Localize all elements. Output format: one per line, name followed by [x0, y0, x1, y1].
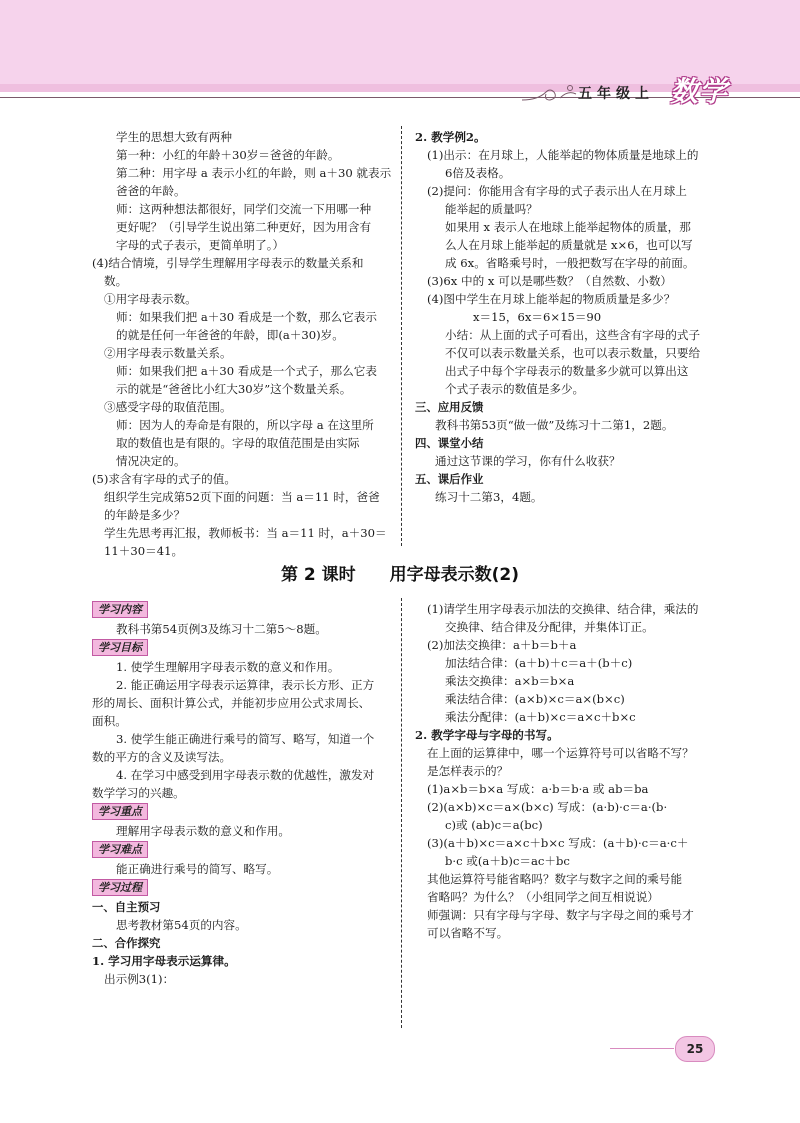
text-line: 取的数值也是有限的。字母的取值范围是由实际: [116, 436, 360, 450]
section-heading: 四、课堂小结: [415, 436, 484, 450]
section-tag-label: 学习重点: [92, 803, 148, 820]
section-tag-label: 学习过程: [92, 879, 148, 896]
text-line: 师：如果我们把 a＋30 看成是一个数，那么它表示: [116, 310, 377, 324]
text-line: 个式子表示的数值是多少。: [445, 382, 585, 396]
text-line: 数学学习的兴趣。: [92, 786, 185, 800]
text-line: 小结：从上面的式子可看出，这些含有字母的式子: [445, 328, 701, 342]
text-line: 通过这节课的学习，你有什么收获？: [435, 454, 621, 468]
section-tag: [92, 600, 392, 620]
text-line: 乘法结合律：(a×b)×c＝a×(b×c): [445, 692, 625, 706]
text-line: 的就是任何一年爸爸的年龄，即(a＋30)岁。: [116, 328, 344, 342]
text-line: 省略吗？为什么？（小组同学之间互相说说）: [427, 890, 659, 904]
text-line: 交换律、结合律及分配律，并集体订正。: [445, 620, 654, 634]
text-line: (1)a×b＝b×a 写成：a·b＝b·a 或 ab＝ba: [427, 782, 649, 796]
text-line: ①用字母表示数。: [104, 292, 197, 306]
text-line: 1. 学习用字母表示运算律。: [92, 954, 236, 968]
page-number: 25: [675, 1036, 715, 1062]
text-line: 第二种：用字母 a 表示小红的年龄，则 a＋30 就表示: [116, 166, 392, 180]
text-line: 可以省略不写。: [427, 926, 509, 940]
text-line: 形的周长、面积计算公式，并能初步应用公式求周长、: [92, 696, 371, 710]
text-line: 是怎样表示的？: [427, 764, 509, 778]
text-line: (2)加法交换律：a＋b＝b＋a: [427, 638, 577, 652]
section-tag-label: 学习目标: [92, 639, 148, 656]
text-line: 理解用字母表示数的意义和作用。: [116, 824, 290, 838]
text-line: 情况决定的。: [116, 454, 186, 468]
text-line: 能举起的质量吗？: [445, 202, 538, 216]
swirl-ornament-icon: [520, 78, 580, 108]
text-line: c)或 (ab)c＝a(bc): [445, 818, 543, 832]
text-line: 组织学生完成第52页下面的问题：当 a＝11 时，爸爸: [104, 490, 380, 504]
text-line: 教科书第53页“做一做”及练习十二第1，2题。: [435, 418, 674, 432]
text-line: 2. 教学例2。: [415, 130, 486, 144]
section-heading: 一、自主预习: [92, 900, 161, 914]
text-line: 师：如果我们把 a＋30 看成是一个式子，那么它表: [116, 364, 377, 378]
text-line: (3)(a＋b)×c＝a×c＋b×c 写成：(a＋b)·c＝a·c＋: [427, 836, 689, 850]
text-line: (2)提问：你能用含有字母的式子表示出人在月球上: [427, 184, 687, 198]
text-line: 数的平方的含义及读写法。: [92, 750, 232, 764]
text-line: 师：这两种想法都很好，同学们交流一下用哪一种: [116, 202, 372, 216]
column-divider-bottom: [401, 598, 403, 1028]
text-line: 面积。: [92, 714, 127, 728]
text-line: 数。: [104, 274, 128, 288]
bottom-left-column: [92, 600, 392, 988]
top-left-column: [92, 128, 392, 560]
text-line: (1)出示：在月球上，人能举起的物体质量是地球上的: [427, 148, 699, 162]
text-line: 2. 教学字母与字母的书写。: [415, 728, 559, 742]
text-line: 乘法分配律：(a＋b)×c＝a×c＋b×c: [445, 710, 636, 724]
text-line: (4)结合情境，引导学生理解用字母表示的数量关系和: [92, 256, 364, 270]
text-line: 如果用 x 表示人在地球上能举起物体的质量，那: [445, 220, 691, 234]
text-line: 更好呢？（引导学生说出第二种更好，因为用含有: [116, 220, 372, 234]
text-line: 思考教材第54页的内容。: [116, 918, 247, 932]
text-line: (1)请学生用字母表示加法的交换律、结合律，乘法的: [427, 602, 699, 616]
text-line: 加法结合律：(a＋b)＋c＝a＋(b＋c): [445, 656, 633, 670]
text-line: 3. 使学生能正确进行乘号的简写、略写，知道一个: [116, 732, 375, 746]
page-number-rule: [610, 1048, 674, 1049]
section-tag: [92, 638, 392, 658]
text-line: (3)6x 中的 x 可以是哪些数？（自然数、小数）: [427, 274, 673, 288]
text-line: b·c 或(a＋b)c＝ac＋bc: [445, 854, 570, 868]
section-heading: 三、应用反馈: [415, 400, 484, 414]
text-line: 示的就是“爸爸比小红大30岁”这个数量关系。: [116, 382, 352, 396]
text-line: 出式子中每个字母表示的数量多少就可以算出这: [445, 364, 689, 378]
text-line: 不仅可以表示数量关系，也可以表示数量，只要给: [445, 346, 701, 360]
section-tag: [92, 802, 392, 822]
text-line: 4. 在学习中感受到用字母表示数的优越性，激发对: [116, 768, 375, 782]
text-line: 11＋30＝41。: [104, 544, 184, 558]
text-line: 学生的思想大致有两种: [116, 130, 232, 144]
text-line: (5)求含有字母的式子的值。: [92, 472, 236, 486]
text-line: 2. 能正确运用字母表示运算律，表示长方形、正方: [116, 678, 375, 692]
text-line: 乘法交换律：a×b＝b×a: [445, 674, 575, 688]
column-divider-top: [401, 126, 403, 546]
text-line: x＝15，6x＝6×15＝90: [473, 310, 602, 324]
text-line: 教科书第54页例3及练习十二第5～8题。: [116, 622, 327, 636]
text-line: 出示例3(1)：: [104, 972, 175, 986]
text-line: 其他运算符号能省略吗？数字与数字之间的乘号能: [427, 872, 683, 886]
section-heading: 五、课后作业: [415, 472, 484, 486]
section-tag-label: 学习难点: [92, 841, 148, 858]
text-line: 字母的式子表示，更简单明了。）: [116, 238, 285, 252]
text-line: 学生先思考再汇报，教师板书：当 a＝11 时，a＋30＝: [104, 526, 387, 540]
lesson-title: 第 2 课时 用字母表示数(2): [280, 565, 520, 585]
text-line: 练习十二第3，4题。: [435, 490, 543, 504]
section-tag: [92, 840, 392, 860]
section-tag: [92, 878, 392, 898]
text-line: 能正确进行乘号的简写、略写。: [116, 862, 279, 876]
text-line: 的年龄是多少？: [104, 508, 186, 522]
top-right-column: [415, 128, 725, 506]
text-line: ②用字母表示数量关系。: [104, 346, 232, 360]
text-line: 6倍及表格。: [445, 166, 511, 180]
subject-title: 数学: [670, 75, 729, 108]
text-line: 爸爸的年龄。: [116, 184, 186, 198]
text-line: 在上面的运算律中，哪一个运算符号可以省略不写？: [427, 746, 694, 760]
text-line: (4)图中学生在月球上能举起的物质质量是多少？: [427, 292, 676, 306]
text-line: 师强调：只有字母与字母、数字与字母之间的乘号才: [427, 908, 694, 922]
section-heading: 二、合作探究: [92, 936, 161, 950]
text-line: 师：因为人的寿命是有限的，所以字母 a 在这里所: [116, 418, 374, 432]
text-line: 成 6x。省略乘号时，一般把数写在字母的前面。: [445, 256, 695, 270]
bottom-right-column: [415, 600, 725, 942]
section-tag-label: 学习内容: [92, 601, 148, 618]
grade-label: 五年级上: [578, 86, 654, 102]
text-line: (2)(a×b)×c＝a×(b×c) 写成：(a·b)·c＝a·(b·: [427, 800, 668, 814]
text-line: 1. 使学生理解用字母表示数的意义和作用。: [116, 660, 340, 674]
text-line: 么人在月球上能举起的质量就是 x×6，也可以写: [445, 238, 693, 252]
text-line: 第一种：小红的年龄＋30岁＝爸爸的年龄。: [116, 148, 340, 162]
text-line: ③感受字母的取值范围。: [104, 400, 232, 414]
